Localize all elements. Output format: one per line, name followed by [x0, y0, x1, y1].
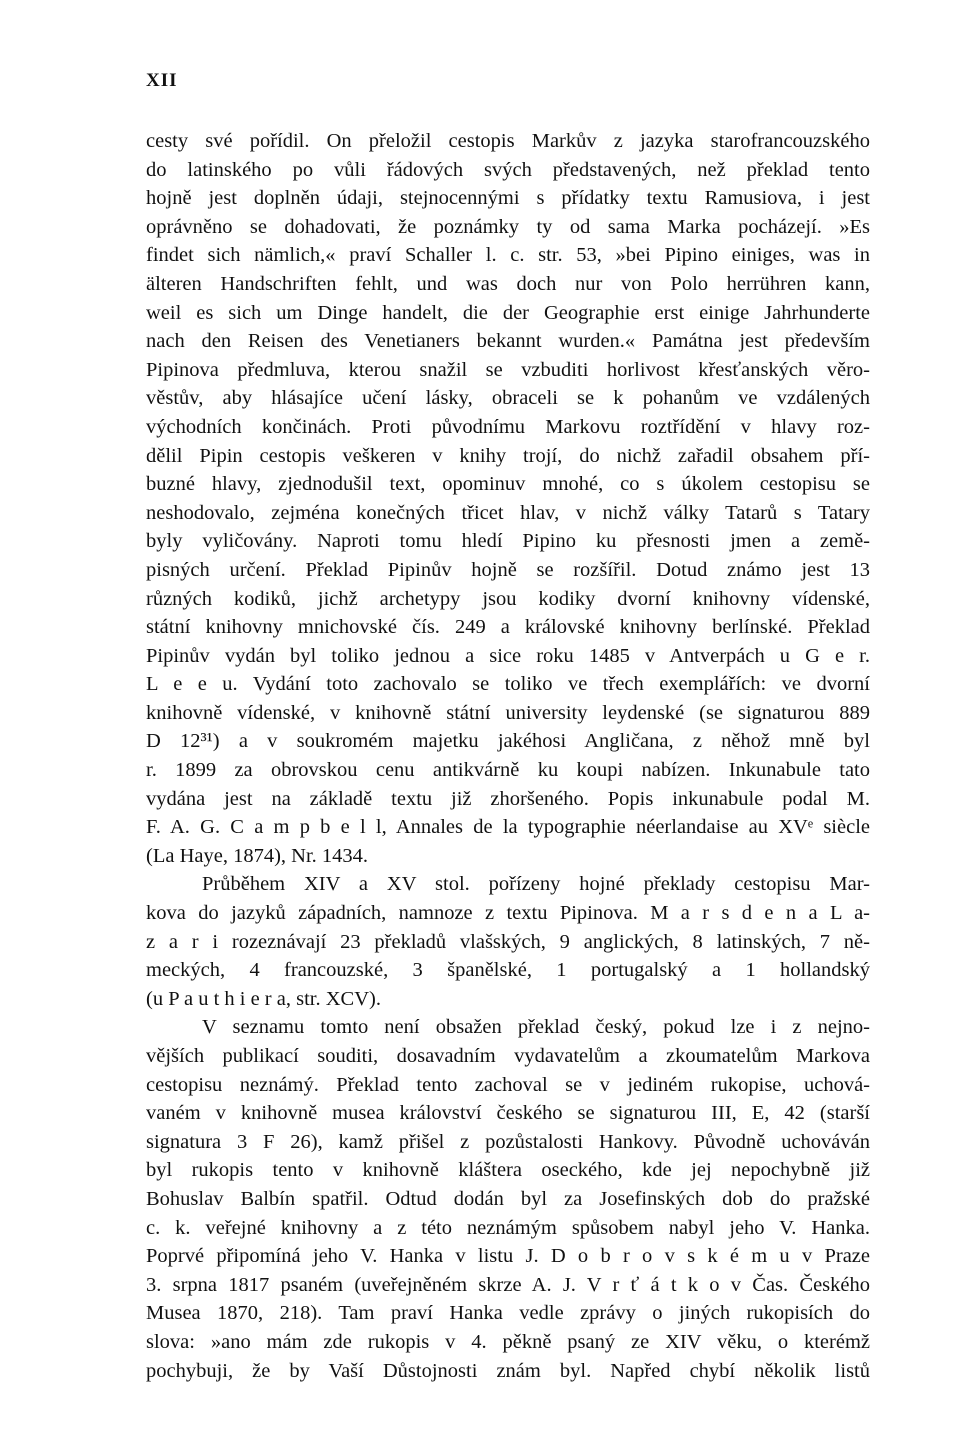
text-line: knihovně vídenské, v knihovně státní university leydenské (se signaturou 889	[146, 701, 870, 724]
text-line: byly vyličovány. Naproti tomu hledí Pipino ku přesnosti jmen a země-	[146, 530, 870, 553]
text-line: meckých, 4 francouzské, 3 španělské, 1 portugalský a 1 hollandský	[146, 959, 870, 982]
text-line: V seznamu tomto není obsažen překlad český, pokud lze i z nejno-	[202, 1016, 870, 1039]
text-line: různých kodiků, jichž archetypy jsou kodiky dvorní knihovny vídenské,	[146, 587, 870, 610]
text-line: Průběhem XIV a XV stol. pořízeny hojné překlady cestopisu Mar-	[202, 873, 870, 896]
text-line: do latinského po vůli řádových svých představených, než překlad tento	[146, 158, 870, 181]
text-line: cesty své pořídil. On přeložil cestopis Markův z jazyka starofrancouzského	[146, 130, 870, 152]
text-line: weil es sich um Dinge handelt, die der Geographie erst einige Jahrhunderte	[146, 301, 870, 324]
text-line: neshodovalo, zejména konečných třicet hlav, v nichž války Tatarů s Tatary	[146, 501, 870, 524]
text-line: vydána jest na základě textu již zhoršeného. Popis inkunabule podal M.	[146, 787, 870, 810]
page-number: XII	[146, 70, 178, 91]
text-line: věstův, aby hlásajíce učení lásky, obraceli se k pohanům ve vzdálených	[146, 387, 870, 410]
text-line: (La Haye, 1874), Nr. 1434.	[146, 844, 369, 867]
text-line: pisných určení. Překlad Pipinův hojně se rozšířil. Dotud známo jest 13	[146, 558, 870, 581]
text-line: Musea 1870, 218). Tam praví Hanka vedle zprávy o jiných rukopisích do	[146, 1302, 870, 1325]
text-line: älteren Handschriften fehlt, und was doch nur von Polo herrühren kann,	[146, 272, 870, 295]
text-line: oprávněno se dohadovati, že poznámky ty od sama Marka pocházejí. »Es	[146, 215, 870, 238]
text-line: 3. srpna 1817 psaném (uveřejněném skrze A. J. V r ť á t k o v Čas. Českého	[146, 1273, 870, 1296]
text-line: c. k. veřejné knihovny a z této neznámým spůsobem nabyl jeho V. Hanka.	[146, 1216, 870, 1239]
text-line: signatura 3 F 26), kamž přišel z pozůstalosti Hankovy. Původně uchováván	[146, 1130, 870, 1153]
text-line: Poprvé připomíná jeho V. Hanka v listu J. D o b r o v s k é m u v Praze	[146, 1245, 870, 1268]
text-line: z a r i rozeznávají 23 překladů vlašských, 9 anglických, 8 latinských, 7 ně-	[146, 930, 870, 953]
text-line: Bohuslav Balbín spatřil. Odtud dodán byl za Josefinských dob do pražské	[146, 1187, 870, 1210]
text-line: východních končinách. Proti původnímu Markovu roztřídění v hlavy roz-	[146, 415, 870, 438]
text-line: byl rukopis tento v knihovně kláštera oseckého, kde jej nepochybně již	[146, 1159, 870, 1182]
text-line: slova: »ano mám zde rukopis v 4. pěkně psaný ze XIV věku, o kterémž	[146, 1330, 870, 1353]
text-line: F. A. G. C a m p b e l l, Annales de la typographie néerlandaise au XVᵉ siècle	[146, 816, 870, 839]
text-line: L e e u. Vydání toto zachovalo se toliko ve třech exemplářích: ve dvorní	[146, 673, 870, 696]
text-line: buzné hlavy, zjednodušil text, opominuv mnohé, co s úkolem cestopisu se	[146, 473, 870, 496]
text-line: kova do jazyků západních, namnoze z textu Pipinova. M a r s d e n a L a-	[146, 902, 870, 925]
text-line: dělil Pipin cestopis veškeren v knihy trojí, do nichž zařadil obsahem pří-	[146, 444, 870, 467]
text-line: Pipinova předmluva, kterou snažil se vzbuditi horlivost křesťanských věro-	[146, 358, 870, 381]
text-line: (u P a u t h i e r a, str. XCV).	[146, 987, 381, 1010]
text-line: vějších publikací souditi, dosavadním vydavatelům a zkoumatelům Markova	[146, 1045, 870, 1067]
body-text	[146, 127, 870, 1385]
text-line: findet sich nämlich,« praví Schaller l. c. str. 53, »bei Pipino einiges, was in	[146, 244, 870, 267]
text-line: nach den Reisen des Venetianers bekannt wurden.« Památna jest především	[146, 330, 870, 353]
text-line: pochybuji, že by Vaší Důstojnosti znám byl. Napřed chybí několik listů	[146, 1359, 870, 1382]
text-line: cestopisu neznámý. Překlad tento zachoval se v jediném rukopise, uchová-	[146, 1073, 870, 1096]
text-line: vaném v knihovně musea království českého se signaturou III, E, 42 (starší	[146, 1102, 870, 1125]
text-line: D 12³¹) a v soukromém majetku jakéhosi Angličana, z něhož mně byl	[146, 730, 870, 753]
text-line: státní knihovny mnichovské čís. 249 a královské knihovny berlínské. Překlad	[146, 616, 870, 639]
text-line: r. 1899 za obrovskou cenu antikvárně ku koupi nabízen. Inkunabule tato	[146, 759, 870, 782]
text-line: Pipinův vydán byl toliko jednou a sice roku 1485 v Antverpách u G e r.	[146, 644, 870, 667]
text-line: hojně jest doplněn údaji, stejnocennými s přídatky textu Ramusiova, i jest	[146, 187, 870, 210]
